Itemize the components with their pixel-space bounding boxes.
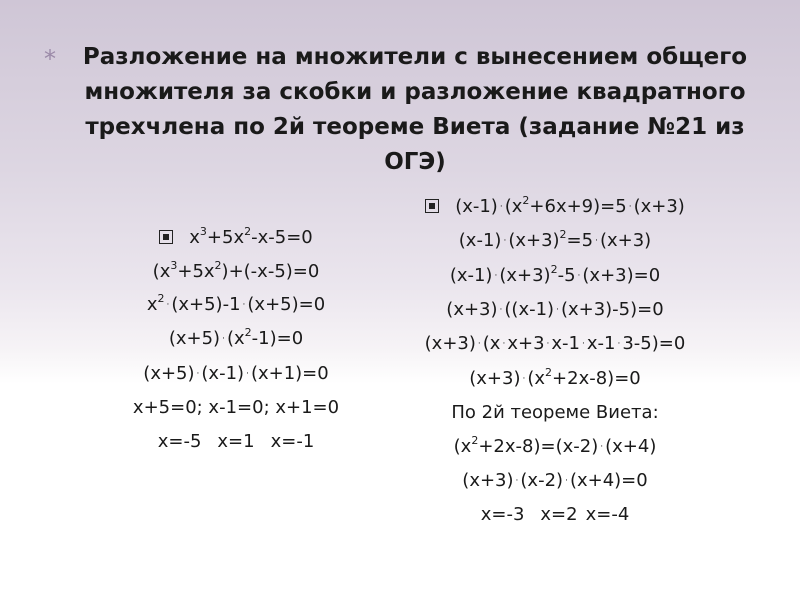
left-line-1: $x^3+5x^2-x-5=0$ (92, 221, 380, 255)
right-line-1: $(x-1) \cdot (x^2+6x+9)=5 \cdot (x+3)$ (380, 190, 730, 224)
left-line-5: (x+5) · (x-1) · (x+1)=0 (143, 362, 329, 384)
left-line-7: x=-5 x=1 x=-1 (157, 430, 315, 452)
square-bullet-icon (159, 230, 173, 244)
right-line-7: По 2й теореме Виета: (451, 402, 659, 424)
right-solution (380, 190, 730, 532)
left-line-6: x+5=0; x-1=0; x+1=0 (132, 397, 340, 419)
right-line-3: $(x-1) \cdot (x+3)^2-5 \cdot (x+3)=0$ (449, 262, 661, 286)
right-line-4: (x+3) · ((x-1) · (x+3)-5)=0 (446, 299, 664, 321)
right-line-5: (x+3) · (x · x+3 · x-1 · x-1 · 3-5)=0 (424, 333, 686, 355)
right-line-6: $(x+3) \cdot (x^2+2x-8)=0$ (469, 365, 641, 389)
right-line-2: $(x-1) \cdot (x+3)^2=5 \cdot (x+3)$ (458, 228, 652, 252)
title-text: Разложение на множители с вынесением общего множителя за скобки и разложение квадратного трехчлена по 2й теореме Виета (задание №21 из ОГЭ) (82, 44, 748, 175)
right-line-8: $(x^2+2x-8)=(x-2) \cdot (x+4)$ (453, 433, 657, 457)
title-bullet: * (44, 45, 56, 73)
slide-title (40, 40, 760, 180)
left-line-4: $(x+5) \cdot (x^2-1)=0$ (168, 326, 304, 350)
right-line-9: (x+3) · (x-2) · (x+4)=0 (462, 470, 648, 492)
left-line-3: $x^2\cdot (x+5)-1 \cdot (x+5)=0$ (146, 291, 326, 315)
left-line-2: $(x^3+5x^2)+(-x-5)=0$ (152, 258, 320, 282)
right-line-10: x=-3 x=2 x=-4 (480, 504, 630, 526)
left-solution (92, 221, 380, 458)
square-bullet-icon (425, 199, 439, 213)
